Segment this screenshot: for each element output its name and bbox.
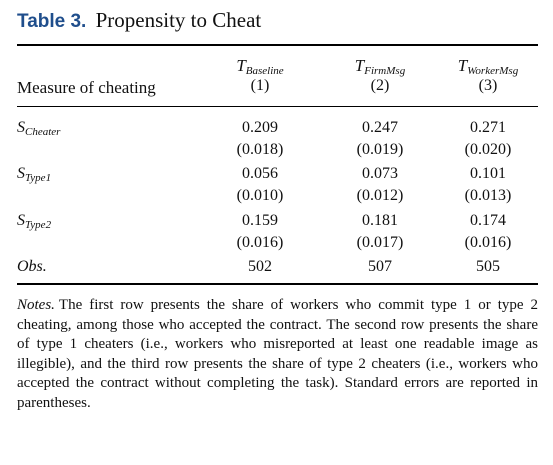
std-error-cell: (0.016) xyxy=(236,234,284,251)
std-error-cell: (0.010) xyxy=(236,187,284,204)
std-error-cell: (0.019) xyxy=(356,141,404,158)
obs-cell: 505 xyxy=(476,258,500,275)
obs-cell: 507 xyxy=(368,258,392,275)
table-cell: 0.181 xyxy=(362,212,398,229)
stub-header: Measure of cheating xyxy=(17,78,156,97)
notes-label: Notes. xyxy=(17,297,55,313)
col-number-1: (1) xyxy=(250,77,270,94)
col-number-3: (3) xyxy=(478,77,498,94)
std-error-cell: (0.018) xyxy=(236,141,284,158)
col-number-2: (2) xyxy=(370,77,390,94)
row-label-obs: Obs. xyxy=(17,258,47,275)
col-header-1: TBaseline xyxy=(236,56,284,77)
table-cell: 0.159 xyxy=(242,212,278,229)
table-cell: 0.101 xyxy=(470,165,506,182)
table-cell: 0.073 xyxy=(362,165,398,182)
col-header-3: TWorkerMsg xyxy=(457,56,519,77)
table-cell: 0.271 xyxy=(470,119,506,136)
top-rule xyxy=(17,44,538,46)
std-error-cell: (0.020) xyxy=(464,141,512,158)
std-error-cell: (0.017) xyxy=(356,234,404,251)
caption-title: Propensity to Cheat xyxy=(95,8,262,32)
caption-label: Table 3. xyxy=(17,11,87,32)
table-cell: 0.174 xyxy=(470,212,506,229)
table-notes xyxy=(17,296,538,413)
table-cell: 0.209 xyxy=(242,119,278,136)
obs-cell: 502 xyxy=(248,258,272,275)
std-error-cell: (0.016) xyxy=(464,234,512,251)
header-rule xyxy=(17,106,538,107)
table-caption xyxy=(17,8,261,33)
row-label-cheater: SCheater xyxy=(17,119,61,138)
notes-text: The first row presents the share of workers who commit type 1 or type 2 cheating, among those who accepted the contract. The second row presents the share of type 1 cheaters (i.e., workers who misreported at least one readable image as illegible), and the third row presents the share of type 2 cheaters (i.e., workers who accepted the contract without completing the task). Standard errors are reported in parentheses. xyxy=(17,297,538,411)
bottom-rule xyxy=(17,283,538,285)
table-cell: 0.056 xyxy=(242,165,278,182)
table-cell: 0.247 xyxy=(362,119,398,136)
col-header-2: TFirmMsg xyxy=(354,56,406,77)
row-label-type1: SType1 xyxy=(17,165,52,184)
row-label-type2: SType2 xyxy=(17,212,52,231)
std-error-cell: (0.013) xyxy=(464,187,512,204)
std-error-cell: (0.012) xyxy=(356,187,404,204)
